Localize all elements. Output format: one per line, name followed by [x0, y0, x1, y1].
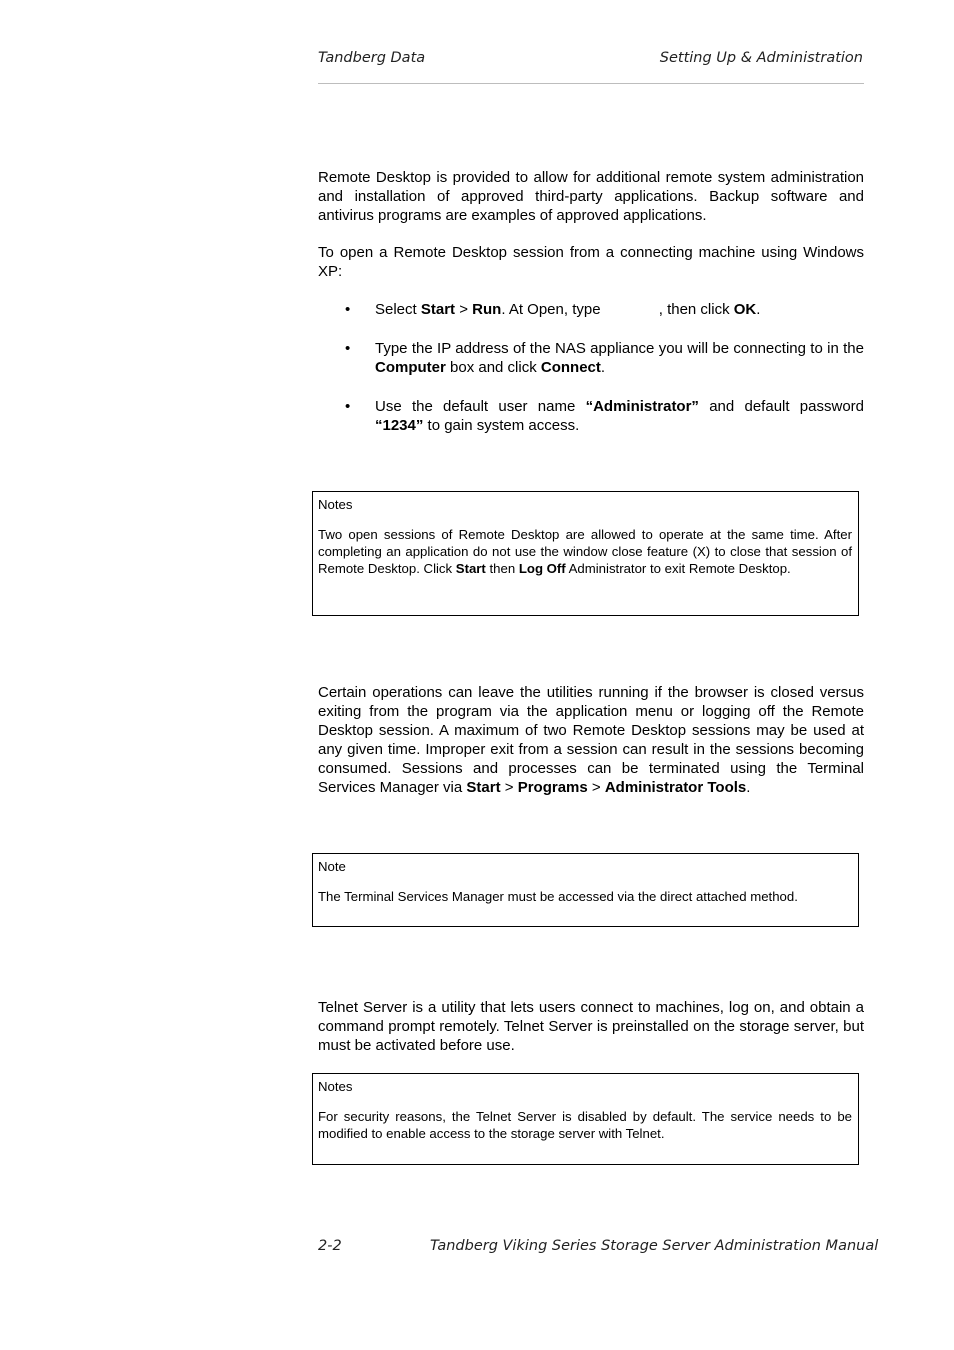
- bullet-icon: •: [345, 398, 351, 415]
- footer-title: Tandberg Viking Series Storage Server Administration Manual: [430, 1238, 879, 1254]
- header-rule: [318, 83, 864, 84]
- page-number: 2-2: [318, 1238, 342, 1254]
- paragraph-open-session: To open a Remote Desktop session from a connecting machine using Windows XP:: [318, 244, 864, 280]
- note-title: Note: [318, 859, 346, 874]
- bullet-icon: •: [345, 301, 351, 318]
- list-item: • Use the default user name “Administrator” and default password “1234” to gain system access.: [345, 398, 864, 434]
- note-box-telnet: [312, 1073, 859, 1165]
- list-item: • Type the IP address of the NAS appliance you will be connecting to in the Computer box and click Connect.: [345, 340, 864, 376]
- list-item: • Select Start > Run. At Open, type , then click OK.: [345, 301, 761, 318]
- note-title: Notes: [318, 1079, 353, 1094]
- bullet-icon: •: [345, 340, 351, 357]
- note-box-sessions: [312, 491, 859, 616]
- paragraph-remote-desktop-intro: Remote Desktop is provided to allow for additional remote system administration and installation of approved third-party applications. Backup software and antivirus programs are examples of approved applications.: [318, 169, 864, 224]
- note-body: Two open sessions of Remote Desktop are allowed to operate at the same time. After completing an application do not use the window close feature (X) to close that session of Remote Desktop. Click Start then Log Off Administrator to exit Remote Desktop.: [318, 527, 852, 576]
- note-box-terminal-services: [312, 853, 859, 927]
- paragraph-terminal-services: Certain operations can leave the utilities running if the browser is closed versus exiting from the program via the application menu or logging off the Remote Desktop session. A maximum of two Remote Desktop sessions may be used at any given time. Improper exit from a session can result in the sessions becoming consumed. Sessions and processes can be terminated using the Terminal Services Manager via Start > Programs > Administrator Tools.: [318, 684, 864, 796]
- header-left: Tandberg Data: [318, 50, 426, 66]
- note-body: For security reasons, the Telnet Server is disabled by default. The service needs to be modified to enable access to the storage server with Telnet.: [318, 1109, 852, 1141]
- paragraph-telnet-server: Telnet Server is a utility that lets users connect to machines, log on, and obtain a command prompt remotely. Telnet Server is preinstalled on the storage server, but must be activated before use.: [318, 999, 864, 1054]
- note-body: The Terminal Services Manager must be accessed via the direct attached method.: [318, 889, 798, 904]
- header-right: Setting Up & Administration: [659, 50, 863, 66]
- note-title: Notes: [318, 497, 353, 512]
